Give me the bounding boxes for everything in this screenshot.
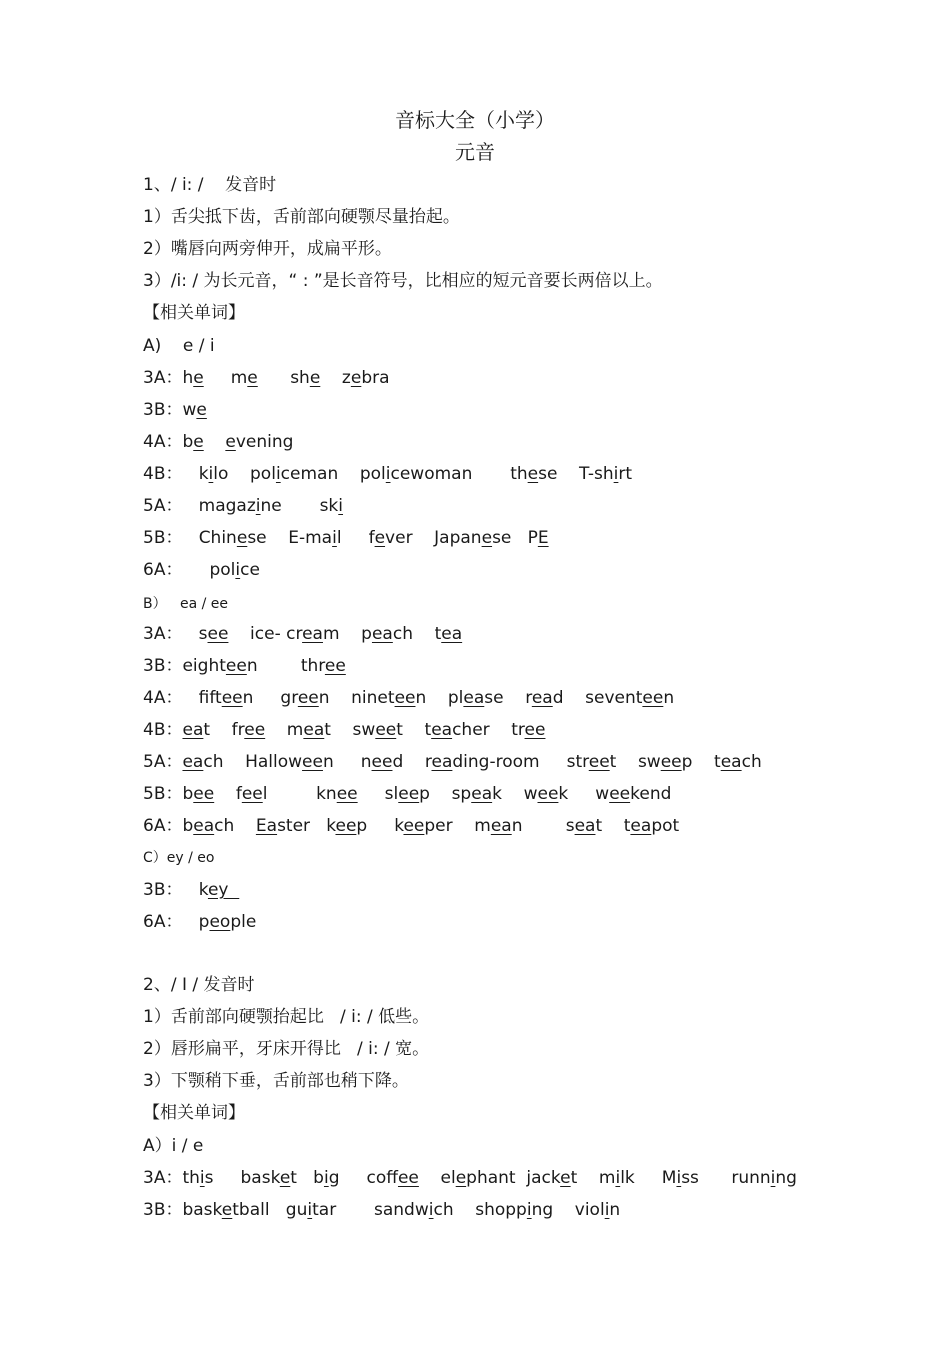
text-segment: g coff [328, 1168, 398, 1188]
text-segment: se P [492, 528, 538, 548]
underlined-letters: ee [609, 784, 631, 804]
underlined-letters: ea [182, 720, 204, 740]
text-segment: tball gu [232, 1200, 308, 1220]
underlined-letters: i [323, 1168, 329, 1188]
text-segment: ne sk [260, 496, 339, 516]
text-line [143, 656, 346, 676]
text-line [143, 720, 545, 740]
text-segment: 3B：eight [143, 656, 226, 676]
text-segment: p t [681, 752, 721, 772]
underlined-letters: e [247, 368, 258, 388]
underlined-letters: e [193, 368, 204, 388]
text-segment: 4A：b [143, 432, 194, 452]
text-line [143, 303, 245, 323]
underlined-letters: ea [463, 688, 485, 708]
text-line [143, 880, 239, 900]
underlined-letters: i [613, 464, 619, 484]
text-segment: 1）舌前部向硬颚抬起比 / i: / 低些。 [143, 1007, 430, 1027]
text-segment: 3）下颚稍下垂，舌前部也稍下降。 [143, 1071, 409, 1091]
underlined-letters: i [604, 1200, 610, 1220]
underlined-letters: i [208, 464, 214, 484]
text-line [143, 560, 260, 580]
text-segment: n [663, 688, 675, 708]
text-line [143, 1200, 620, 1220]
text-line [143, 1136, 203, 1156]
underlined-letters: ee [336, 784, 358, 804]
text-segment: el [418, 1168, 456, 1188]
text-segment: lo pol [213, 464, 276, 484]
text-line [143, 496, 343, 516]
underlined-letters: e [374, 528, 386, 548]
text-segment: 3A： s [143, 624, 208, 644]
text-segment: 6A： pol [143, 560, 236, 580]
underlined-letters: i [428, 1200, 434, 1220]
underlined-letters: ee [403, 816, 425, 836]
underlined-letters: i [385, 464, 391, 484]
underlined-letters: i [255, 496, 261, 516]
text-segment: n ninet [318, 688, 395, 708]
text-line [143, 400, 207, 420]
underlined-letters: e [193, 432, 204, 452]
text-line [143, 912, 256, 932]
text-line [143, 752, 762, 772]
text-line [143, 975, 255, 995]
text-line [143, 239, 392, 259]
text-segment: 3B：w [143, 400, 197, 420]
underlined-letters: ea [471, 784, 493, 804]
underlined-letters: i [526, 1200, 532, 1220]
page-subtitle: 元音 [455, 140, 495, 164]
underlined-letters: e [279, 1168, 291, 1188]
text-segment: ple [230, 912, 257, 932]
underlined-letters: i [615, 1168, 621, 1188]
text-segment: 3A：th [143, 1168, 200, 1188]
text-segment: ce [240, 560, 260, 580]
text-line [143, 688, 674, 708]
text-segment: sh [257, 368, 310, 388]
underlined-letters: ee [642, 688, 664, 708]
text-segment: ch [214, 816, 256, 836]
underlined-letters: ee [324, 656, 346, 676]
text-segment: t t [595, 816, 631, 836]
underlined-letters: e [350, 368, 362, 388]
text-segment: n gr [242, 688, 298, 708]
underlined-letters: e [481, 528, 493, 548]
text-segment: per m [424, 816, 491, 836]
text-segment: 6A：b [143, 816, 194, 836]
underlined-letters: i [676, 1168, 682, 1188]
text-line [143, 1007, 429, 1027]
text-segment: m [203, 368, 248, 388]
underlined-letters: ea [720, 752, 742, 772]
underlined-letters: ea [182, 752, 204, 772]
underlined-letters: e [236, 528, 248, 548]
underlined-letters: e [221, 1200, 233, 1220]
text-segment: ster k [277, 816, 336, 836]
underlined-letters: ea [371, 624, 393, 644]
text-segment: A) e / i [143, 336, 215, 356]
text-segment: phant jack [466, 1168, 561, 1188]
underlined-letters: ee [660, 752, 682, 772]
underlined-letters: ee [244, 720, 266, 740]
text-segment: t t [396, 720, 432, 740]
text-line [143, 528, 549, 548]
text-segment: 3A：h [143, 368, 194, 388]
underlined-letters: ee [241, 784, 263, 804]
text-segment: d sevent [552, 688, 643, 708]
text-segment: tar sandw [312, 1200, 429, 1220]
text-segment: bra [361, 368, 390, 388]
text-segment: kend [630, 784, 672, 804]
underlined-letters: i [332, 528, 337, 548]
text-segment: 5B：b [143, 784, 194, 804]
text-line [143, 464, 632, 484]
text-segment: t m [570, 1168, 616, 1188]
underlined-letters: ea [431, 752, 453, 772]
text-line [143, 1071, 409, 1091]
underlined-letters: ee [588, 752, 610, 772]
underlined-letters: ey [207, 880, 240, 900]
underlined-letters: ee [225, 656, 247, 676]
text-segment: p k [356, 816, 404, 836]
text-line [143, 816, 679, 836]
text-segment: ng viol [531, 1200, 605, 1220]
text-segment: m p [322, 624, 372, 644]
text-segment: ding-room str [452, 752, 589, 772]
text-line [143, 368, 390, 388]
text-segment: ver Japan [385, 528, 482, 548]
text-segment: A）i / e [143, 1136, 204, 1156]
text-segment: 1）舌尖抵下齿，舌前部向硬颚尽量抬起。 [143, 207, 460, 227]
underlined-letters: ee [371, 752, 393, 772]
text-segment: 2、/ I / 发音时 [143, 975, 255, 995]
underlined-letters: ee [397, 1168, 419, 1188]
underlined-letters: eo [209, 912, 231, 932]
text-segment: z [320, 368, 351, 388]
text-segment: 2）嘴唇向两旁伸开，成扁平形。 [143, 239, 392, 259]
text-line [143, 594, 228, 614]
text-segment: 3B： k [143, 880, 208, 900]
text-segment: ch Hallow [203, 752, 303, 772]
text-line [143, 1103, 245, 1123]
underlined-letters: Ea [255, 816, 278, 836]
text-segment: ice- cr [228, 624, 303, 644]
text-segment: se T-sh [538, 464, 614, 484]
text-segment: 5B： Chin [143, 528, 237, 548]
text-segment: C）ey / eo [143, 850, 215, 866]
underlined-letters: ea [193, 816, 215, 836]
underlined-letters: e [560, 1168, 571, 1188]
text-segment: pot [651, 816, 680, 836]
underlined-letters: e [225, 432, 236, 452]
text-segment: s bask [204, 1168, 280, 1188]
underlined-letters: ee [524, 720, 546, 740]
text-segment: 5A： [143, 752, 183, 772]
text-segment: p sp [419, 784, 472, 804]
text-segment [204, 432, 226, 452]
underlined-letters: ee [302, 752, 323, 772]
text-segment: 1、/ i: / 发音时 [143, 175, 277, 195]
underlined-letters: e [309, 368, 321, 388]
text-segment: 3B：bask [143, 1200, 222, 1220]
text-line [143, 848, 214, 868]
underlined-letters: i [199, 1168, 205, 1188]
text-line [143, 624, 462, 644]
text-segment: 3）/i: / 为长元音，“ : ”是长音符号，比相应的短元音要长两倍以上。 [143, 271, 663, 291]
text-segment: B） ea / ee [143, 596, 228, 612]
text-segment: 2）唇形扁平，牙床开得比 / i: / 宽。 [143, 1039, 430, 1059]
underlined-letters: ee [335, 816, 357, 836]
underlined-letters: e [196, 400, 207, 420]
underlined-letters: ee [207, 624, 229, 644]
text-line [143, 271, 663, 291]
text-segment: ng [775, 1168, 797, 1188]
text-segment: l f [336, 528, 375, 548]
text-segment: 4B： k [143, 464, 209, 484]
text-line [143, 207, 460, 227]
text-segment: n s [511, 816, 575, 836]
text-segment: n [609, 1200, 621, 1220]
text-segment: ch [741, 752, 762, 772]
text-segment: n pl [415, 688, 464, 708]
text-segment: 【相关单词】 [143, 303, 245, 323]
text-segment: d r [392, 752, 432, 772]
text-segment: t b [290, 1168, 324, 1188]
underlined-letters: ee [297, 688, 319, 708]
text-line [143, 784, 671, 804]
text-segment: cher tr [452, 720, 525, 740]
underlined-letters: i [338, 496, 344, 516]
text-segment: 5A： magaz [143, 496, 256, 516]
text-segment: k w [558, 784, 610, 804]
underlined-letters: i [235, 560, 241, 580]
text-segment: se r [484, 688, 532, 708]
text-segment: n thr [246, 656, 325, 676]
text-line [143, 175, 276, 195]
text-segment: ceman pol [280, 464, 386, 484]
text-segment: 6A： p [143, 912, 210, 932]
underlined-letters: i [275, 464, 281, 484]
text-segment: l kn [262, 784, 337, 804]
underlined-letters: ea [441, 624, 463, 644]
text-segment: cewoman th [390, 464, 528, 484]
text-segment: n n [322, 752, 372, 772]
underlined-letters: E [537, 528, 549, 548]
text-segment: lk M [620, 1168, 677, 1188]
text-segment: f [214, 784, 242, 804]
underlined-letters: ea [302, 624, 323, 644]
underlined-letters: ea [531, 688, 553, 708]
underlined-letters: ee [537, 784, 559, 804]
underlined-letters: ee [193, 784, 215, 804]
text-segment: t fr [203, 720, 245, 740]
text-line [143, 336, 215, 356]
underlined-letters: i [307, 1200, 313, 1220]
text-segment: 【相关单词】 [143, 1103, 245, 1123]
page-title: 音标大全（小学） [395, 108, 555, 132]
underlined-letters: ee [375, 720, 397, 740]
underlined-letters: ea [431, 720, 453, 740]
text-segment: 4A： fift [143, 688, 222, 708]
underlined-letters: ee [398, 784, 420, 804]
text-segment: t sw [324, 720, 376, 740]
underlined-letters: e [527, 464, 539, 484]
underlined-letters: ea [574, 816, 596, 836]
underlined-letters: i [770, 1168, 776, 1188]
underlined-letters: ee [221, 688, 243, 708]
text-segment: t sw [609, 752, 661, 772]
text-line [143, 1168, 797, 1188]
text-segment: vening [235, 432, 294, 452]
text-segment: se E-ma [247, 528, 333, 548]
text-line [143, 432, 293, 452]
text-segment: 4B： [143, 720, 183, 740]
text-segment: ch shopp [433, 1200, 527, 1220]
text-segment: k w [492, 784, 538, 804]
underlined-letters: ea [630, 816, 652, 836]
text-segment: rt [618, 464, 633, 484]
text-segment: ch t [392, 624, 442, 644]
text-line [143, 1039, 429, 1059]
text-segment: ss runn [681, 1168, 771, 1188]
underlined-letters: e [455, 1168, 467, 1188]
text-segment: sl [357, 784, 399, 804]
text-segment: m [265, 720, 304, 740]
underlined-letters: ee [394, 688, 416, 708]
underlined-letters: ea [490, 816, 512, 836]
underlined-letters: ea [303, 720, 325, 740]
